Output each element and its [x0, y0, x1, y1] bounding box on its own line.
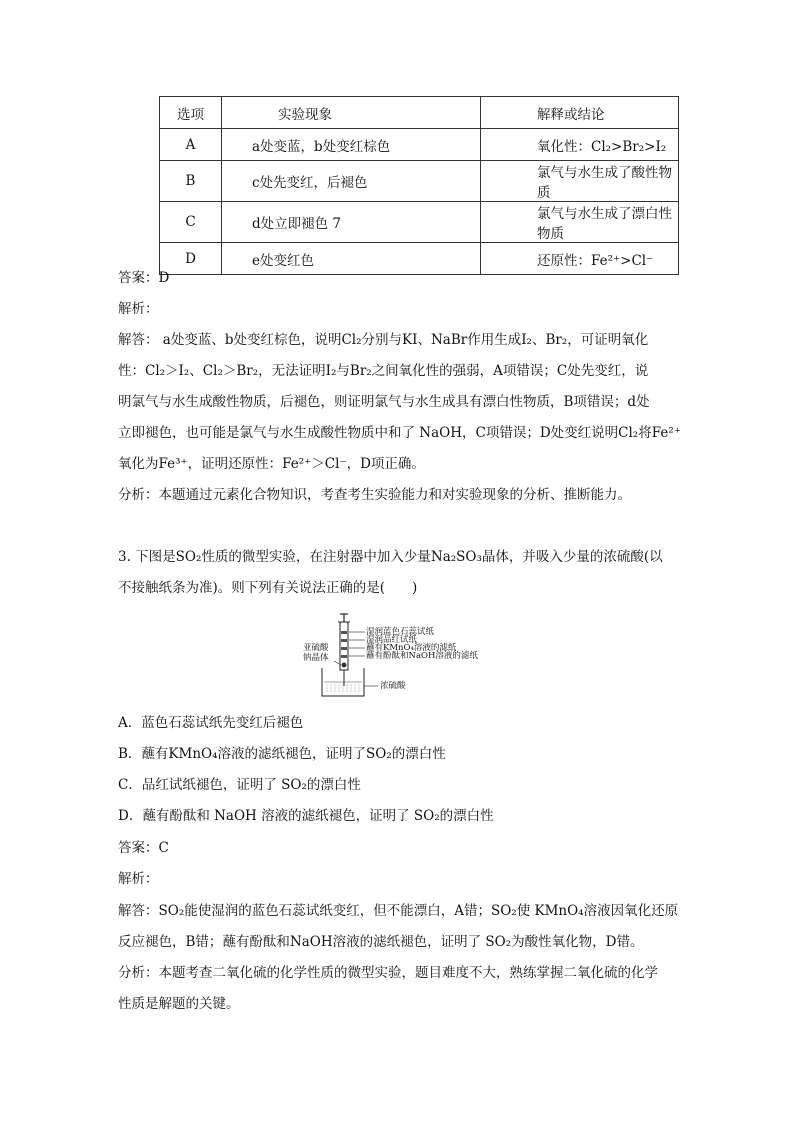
table-cell: 氯气与水生成了酸性物质	[481, 161, 679, 202]
q2-solution-line: 氧化为Fe³⁺，证明还原性：Fe²⁺＞Cl⁻，D项正确。	[118, 456, 425, 472]
q3-analysis-line: 性质是解题的关键。	[118, 996, 240, 1012]
q2-solution-line: 明氯气与水生成酸性物质，后褪色，则证明氯气与水生成具有漂白性物质，B项错误；d处	[118, 394, 650, 410]
q3-solution-line: 解答：SO₂能使湿润的蓝色石蕊试纸变红，但不能漂白，A错；SO₂使 KMnO₄溶液因氧化还原	[118, 903, 679, 919]
q2-solution-line: 立即褪色，也可能是氯气与水生成酸性物质中和了 NaOH，C项错误；D处变红说明Cl₂将Fe²⁺	[118, 425, 681, 441]
table-cell: d处立即褪色 7	[222, 202, 481, 243]
q2-solution-line: 解答： a处变蓝、b处变红棕色，说明Cl₂分别与KI、NaBr作用生成I₂、Br₂，可证明氧化	[118, 332, 649, 348]
q3-option-d: D．蘸有酚酞和 NaOH 溶液的滤纸褪色，证明了 SO₂的漂白性	[118, 808, 494, 824]
figure-label: 湿润品红试纸	[366, 635, 418, 645]
table-row	[160, 129, 679, 161]
table-cell: 氯气与水生成了漂白性物质	[481, 202, 679, 243]
syringe-experiment-figure	[300, 610, 500, 700]
table-header-cell: 解释或结论	[481, 97, 679, 129]
table-cell: C	[160, 202, 222, 243]
figure-label: 钠晶体	[303, 653, 329, 663]
experiment-table	[159, 96, 679, 275]
table-header-row	[160, 97, 679, 129]
q2-analysis-label: 解析：	[118, 301, 159, 317]
table-row	[160, 161, 679, 202]
q3-stem-line: 不接触纸条为准)。则下列有关说法正确的是( )	[118, 580, 418, 596]
table-cell: 还原性：Fe²⁺>Cl⁻	[481, 243, 679, 275]
figure-label: 蘸有KMnO₄溶液的滤纸	[366, 643, 457, 653]
paper-strip-2	[341, 639, 347, 642]
q3-solution-line: 反应褪色，B错；蘸有酚酞和NaOH溶液的滤纸褪色，证明了 SO₂为酸性氧化物，D错。	[118, 934, 644, 950]
table-cell: c处先变红，后褪色	[222, 161, 481, 202]
table-cell: D	[160, 243, 222, 275]
figure-label: 蘸有酚酞和NaOH溶液的滤纸	[366, 651, 478, 661]
table-row	[160, 243, 679, 275]
table-cell: B	[160, 161, 222, 202]
table-cell: e处变红色	[222, 243, 481, 275]
q3-option-b: B．蘸有KMnO₄溶液的滤纸褪色，证明了SO₂的漂白性	[118, 746, 446, 762]
q3-option-a: A．蓝色石蕊试纸先变红后褪色	[118, 715, 304, 731]
table-cell: A	[160, 129, 222, 161]
table-header-cell: 选项	[160, 97, 222, 129]
table-row	[160, 202, 679, 243]
q3-option-c: C．品红试纸褪色，证明了 SO₂的漂白性	[118, 777, 361, 793]
figure-label: 浓硫酸	[380, 681, 406, 691]
figure-label: 湿润蓝色石蕊试纸	[366, 627, 435, 637]
paper-strip-3	[341, 647, 347, 650]
figure-label: 亚硫酸	[303, 643, 329, 653]
q2-analysis: 分析：本题通过元素化合物知识，考查考生实验能力和对实验现象的分析、推断能力。	[118, 487, 631, 503]
table-cell: a处变蓝，b处变红棕色	[222, 129, 481, 161]
table-cell: 氧化性：Cl₂>Br₂>I₂	[481, 129, 679, 161]
q3-stem-line: 3. 下图是SO₂性质的微型实验，在注射器中加入少量Na₂SO₃晶体，并吸入少量的浓硫酸(以	[118, 549, 663, 565]
q3-analysis-line: 分析：本题考查二氧化硫的化学性质的微型实验，题目难度不大，熟练掌握二氧化硫的化学	[118, 965, 658, 981]
q2-answer: 答案：D	[118, 270, 170, 286]
table-header-cell: 实验现象	[222, 97, 481, 129]
q2-solution-line: 性：Cl₂＞I₂、Cl₂＞Br₂，无法证明I₂与Br₂之间氧化性的强弱，A项错误；C处先变红，说	[118, 363, 649, 379]
paper-strip-1	[341, 631, 347, 634]
q3-analysis-label: 解析：	[118, 871, 159, 887]
paper-strip-4	[341, 655, 347, 658]
q3-answer: 答案：C	[118, 840, 169, 856]
